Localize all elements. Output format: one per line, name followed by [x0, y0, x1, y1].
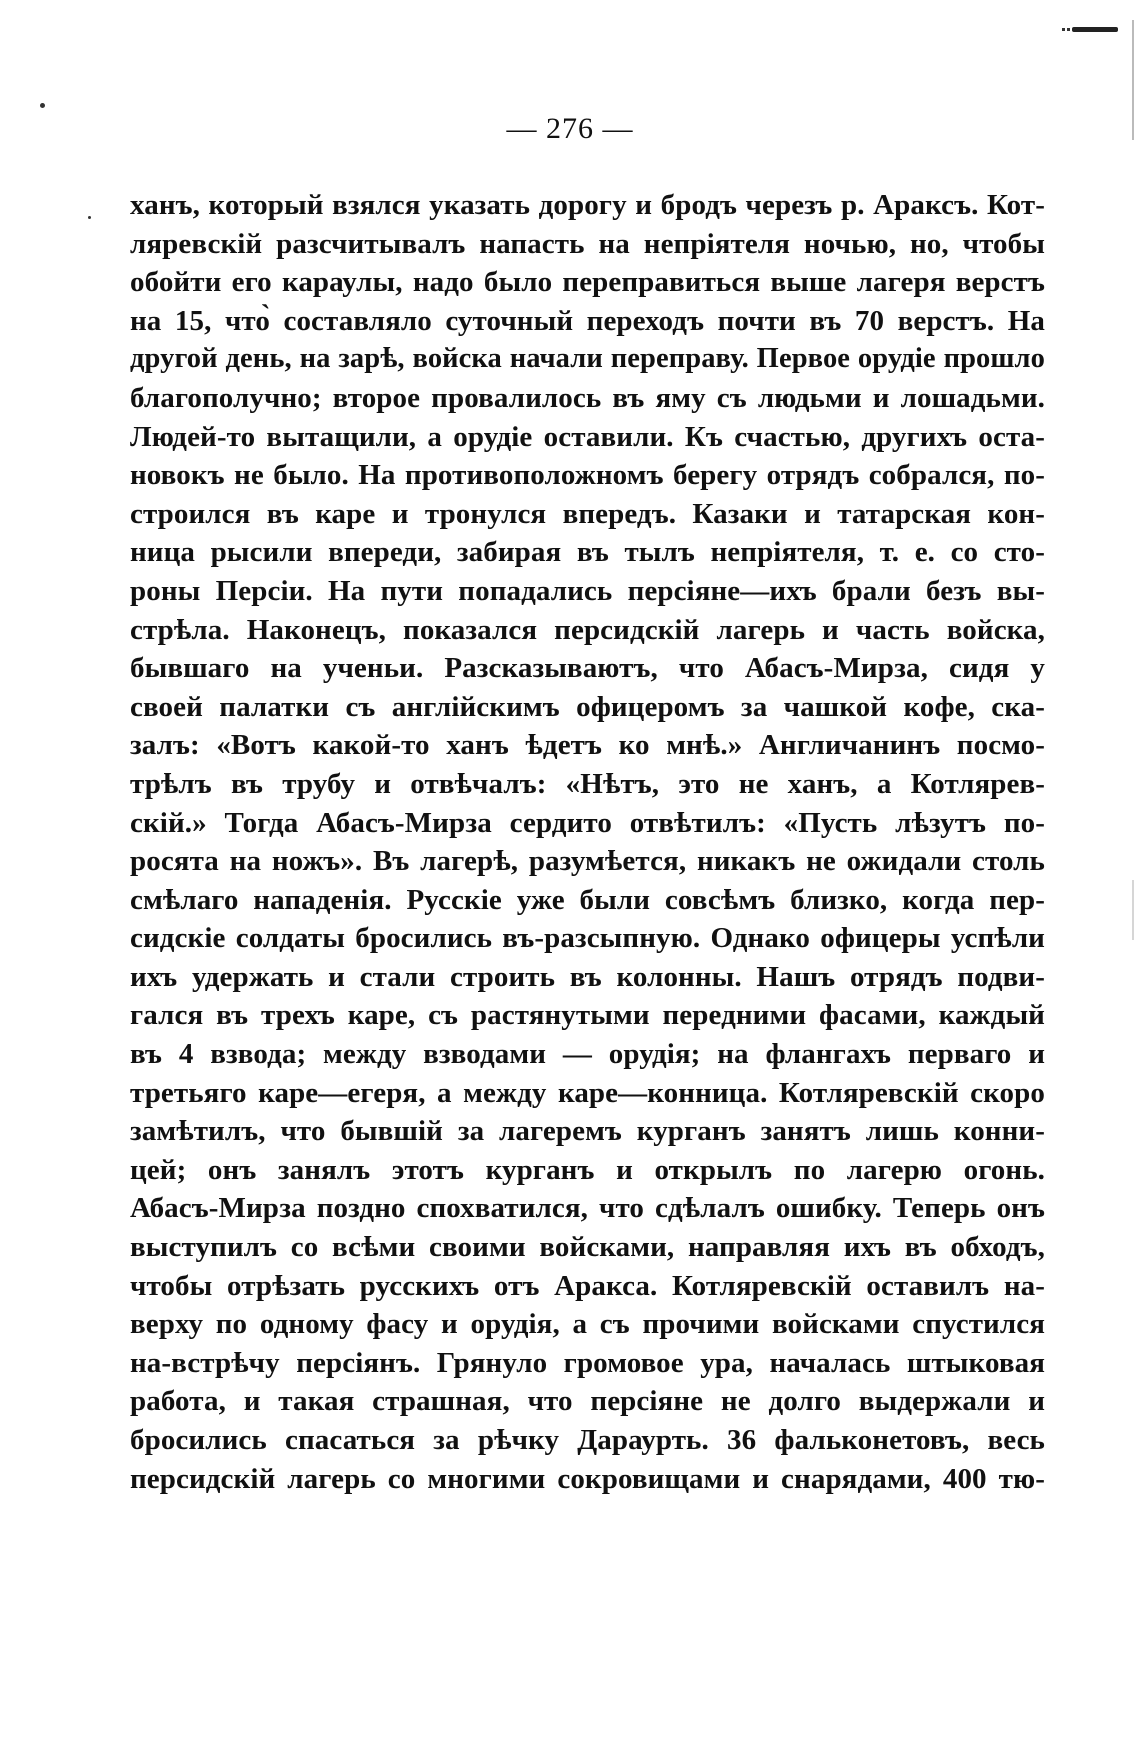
text-line: другой день, на зарѣ, войска начали переправу. Первое орудіе прошло [130, 343, 1045, 375]
text-line: ница рысили впереди, забирая въ тылъ непріятеля, т. е. со сто- [130, 536, 1045, 569]
scan-edge-line [1132, 880, 1134, 940]
text-line: новокъ не было. На противоположномъ берегу отрядъ собрался, по- [130, 459, 1045, 492]
text-line: трѣлъ въ трубу и отвѣчалъ: «Нѣтъ, это не ханъ, а Котлярев- [130, 767, 1045, 800]
text-line: Людей-то вытащили, а орудіе оставили. Къ счастью, другихъ оста- [130, 420, 1045, 453]
text-line: смѣлаго нападенія. Русскіе уже были совсѣмъ близко, когда пер- [130, 883, 1045, 916]
text-line: своей палатки съ англійскимъ офицеромъ за чашкой кофе, ска- [130, 690, 1045, 723]
text-line: благополучно; второе провалилось въ яму съ людьми и лошадьми. [130, 381, 1045, 414]
text-line: ихъ удержать и стали строить въ колонны. Нашъ отрядъ подви- [130, 960, 1045, 993]
scan-speck [88, 216, 91, 219]
text-line: персидскій лагерь со многими сокровищами и снарядами, 400 тю- [130, 1462, 1045, 1495]
scan-mark [1062, 24, 1124, 34]
text-line: выступилъ со всѣми своими войсками, направляя ихъ въ обходъ, [130, 1231, 1045, 1264]
text-line: стрѣла. Наконецъ, показался персидскій лагерь и часть войска, [130, 613, 1045, 646]
text-line: гался въ трехъ каре, съ растянутыми передними фасами, каждый [130, 999, 1045, 1032]
body-text [130, 186, 1045, 1498]
text-line: на 15, что̀ составляло суточный переходъ почти въ 70 верстъ. На [130, 304, 1045, 337]
text-line: строился въ каре и тронулся впередъ. Казаки и татарская кон- [130, 497, 1045, 530]
text-line: ханъ, который взялся указать дорогу и бродъ черезъ р. Араксъ. Кот- [130, 189, 1045, 221]
text-line: цей; онъ занялъ этотъ курганъ и открылъ по лагерю огонь. [130, 1153, 1045, 1186]
page-number: — 276 — [506, 112, 634, 145]
text-line: обойти его караулы, надо было переправиться выше лагеря верстъ [130, 266, 1045, 299]
text-line: Абасъ-Мирза поздно спохватился, что сдѣлалъ ошибку. Теперь онъ [130, 1192, 1045, 1225]
text-line: въ 4 взвода; между взводами — орудія; на флангахъ перваго и [130, 1038, 1045, 1071]
scan-speck [40, 103, 45, 108]
text-line: бывшаго на ученьи. Разсказываютъ, что Абасъ-Мирза, сидя у [130, 652, 1045, 685]
text-line: скій.» Тогда Абасъ-Мирза сердито отвѣтилъ: «Пусть лѣзутъ по- [130, 806, 1045, 839]
text-line: росята на ножъ». Въ лагерѣ, разумѣется, никакъ не ожидали столь [130, 845, 1045, 878]
text-line: на-встрѣчу персіянъ. Грянуло громовое ура, началась штыковая [130, 1346, 1045, 1379]
text-line: ляревскій разсчитывалъ напасть на непріятеля ночью, но, чтобы [130, 227, 1045, 260]
text-line: замѣтилъ, что бывшій за лагеремъ курганъ занятъ лишь конни- [130, 1115, 1045, 1148]
text-line: бросились спасаться за рѣчку Дараурть. 36 фальконетовъ, весь [130, 1424, 1045, 1456]
text-line: работа, и такая страшная, что персіяне не долго выдержали и [130, 1385, 1045, 1418]
text-line: сидскіе солдаты бросились въ-разсыпную. Однако офицеры успѣли [130, 922, 1045, 955]
text-line: роны Персіи. На пути попадались персіяне—ихъ брали безъ вы- [130, 574, 1045, 607]
text-line: чтобы отрѣзать русскихъ отъ Аракса. Котляревскій оставилъ на- [130, 1269, 1045, 1302]
text-line: третьяго каре—егеря, а между каре—конница. Котляревскій скоро [130, 1076, 1045, 1109]
text-line: залъ: «Вотъ какой-то ханъ ѣдетъ ко мнѣ.» Англичанинъ посмо- [130, 729, 1045, 762]
text-line: верху по одному фасу и орудія, а съ прочими войсками спустился [130, 1308, 1045, 1341]
